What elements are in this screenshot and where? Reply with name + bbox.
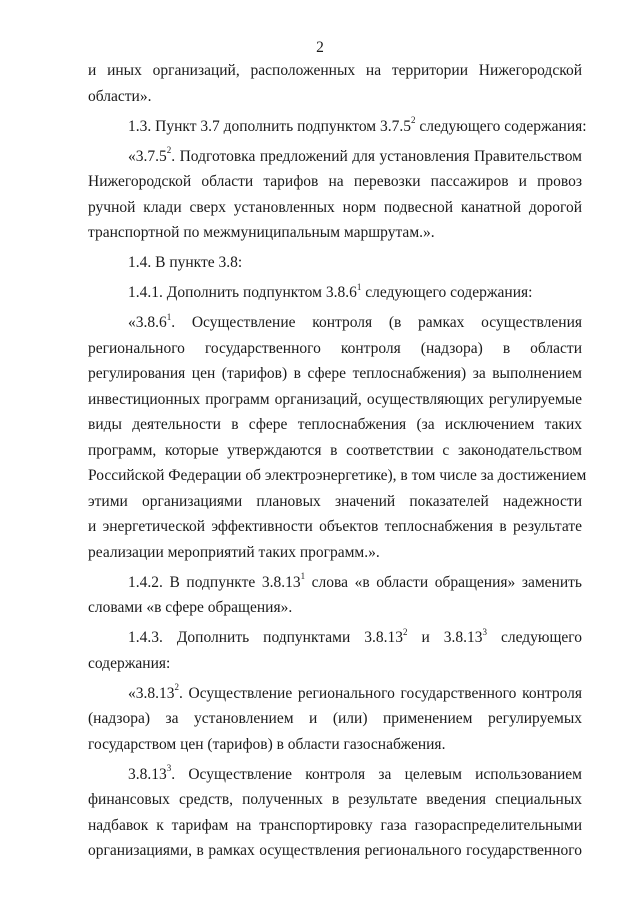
text-line: регулирования цен (тарифов) в сфере теплоснабжения) за выполнением bbox=[88, 365, 582, 382]
text-line: (надзора) за установлением и (или) применением регулируемых bbox=[88, 710, 582, 727]
superscript: 2 bbox=[174, 682, 179, 693]
superscript: 2 bbox=[402, 626, 408, 637]
superscript: 2 bbox=[166, 145, 172, 156]
paragraph-1-4-2: 1.4.2. В подпункте 3.8.13$^1$ слова «в области обращения» заменить bbox=[128, 571, 582, 591]
text-line: Российской Федерации об электроэнергетике), в том числе за достижением bbox=[88, 467, 587, 484]
text-line: финансовых средств, полученных в результате введения специальных bbox=[88, 791, 582, 808]
paragraph-3-8-13-3: 3.8.13$^3$. Осуществление контроля за целевым использованием bbox=[128, 763, 582, 783]
text-line: содержания: bbox=[88, 654, 171, 672]
superscript: 3 bbox=[482, 626, 487, 637]
text-line: Нижегородской области тарифов на перевозки пассажиров и провоз bbox=[88, 173, 582, 190]
text-line: инвестиционных программ организаций, осуществляющих регулируемые bbox=[88, 390, 582, 408]
paragraph-1-3: 1.3. Пункт 3.7 дополнить подпунктом 3.7.5$^2$ следующего содержания: bbox=[128, 115, 587, 135]
paragraph-1-4-1: 1.4.1. Дополнить подпунктом 3.8.6$^1$ следующего содержания: bbox=[128, 281, 533, 301]
text-line: и энергетической эффективности объектов теплоснабжения в результате bbox=[88, 518, 582, 535]
document-body bbox=[88, 58, 587, 864]
text-line: программ, которые утверждаются в соответствии с законодательством bbox=[88, 441, 582, 459]
text-line: словами «в сфере обращения». bbox=[88, 599, 293, 616]
text-line: регионального государственного контроля (надзора) в области bbox=[88, 339, 582, 357]
paragraph-3-8-13-2: «3.8.13$^2$. Осуществление регионального государственного контроля bbox=[128, 682, 582, 702]
text-line: реализации мероприятий таких программ.». bbox=[88, 543, 380, 561]
text-line: ручной клади сверх установленных норм подвесной канатной дорогой bbox=[88, 198, 582, 216]
text-line: области». bbox=[88, 87, 152, 105]
paragraph-3-7-5: «3.7.5$^2$. Подготовка предложений для установления Правительством bbox=[128, 145, 582, 165]
superscript: 3 bbox=[166, 763, 172, 774]
paragraph-3-8-6: «3.8.6$^1$. Осуществление контроля (в рамках осуществления bbox=[128, 311, 582, 331]
paragraph-1-4: 1.4. В пункте 3.8: bbox=[128, 254, 243, 271]
text-line: виды деятельности в сфере теплоснабжения (за исключением таких bbox=[88, 416, 582, 433]
page-number: 2 bbox=[316, 39, 324, 56]
superscript: 2 bbox=[410, 115, 416, 126]
text-line: этими организациями плановых значений показателей надежности bbox=[88, 492, 582, 510]
text-line: и иных организаций, расположенных на территории Нижегородской bbox=[88, 62, 582, 79]
paragraph-1-4-3: 1.4.3. Дополнить подпунктами 3.8.13$^2$ и 3.8.13$^3$ следующего bbox=[128, 626, 583, 646]
superscript: 1 bbox=[166, 311, 172, 322]
superscript: 1 bbox=[356, 281, 362, 292]
text-line: государством цен (тарифов) в области газоснабжения. bbox=[88, 735, 446, 753]
text-line: транспортной по межмуниципальным маршрутам.». bbox=[88, 224, 435, 241]
text-line: организациями, в рамках осуществления регионального государственного bbox=[88, 842, 582, 859]
text-line: надбавок к тарифам на транспортировку газа газораспределительными bbox=[88, 816, 582, 834]
superscript: 1 bbox=[300, 571, 306, 582]
